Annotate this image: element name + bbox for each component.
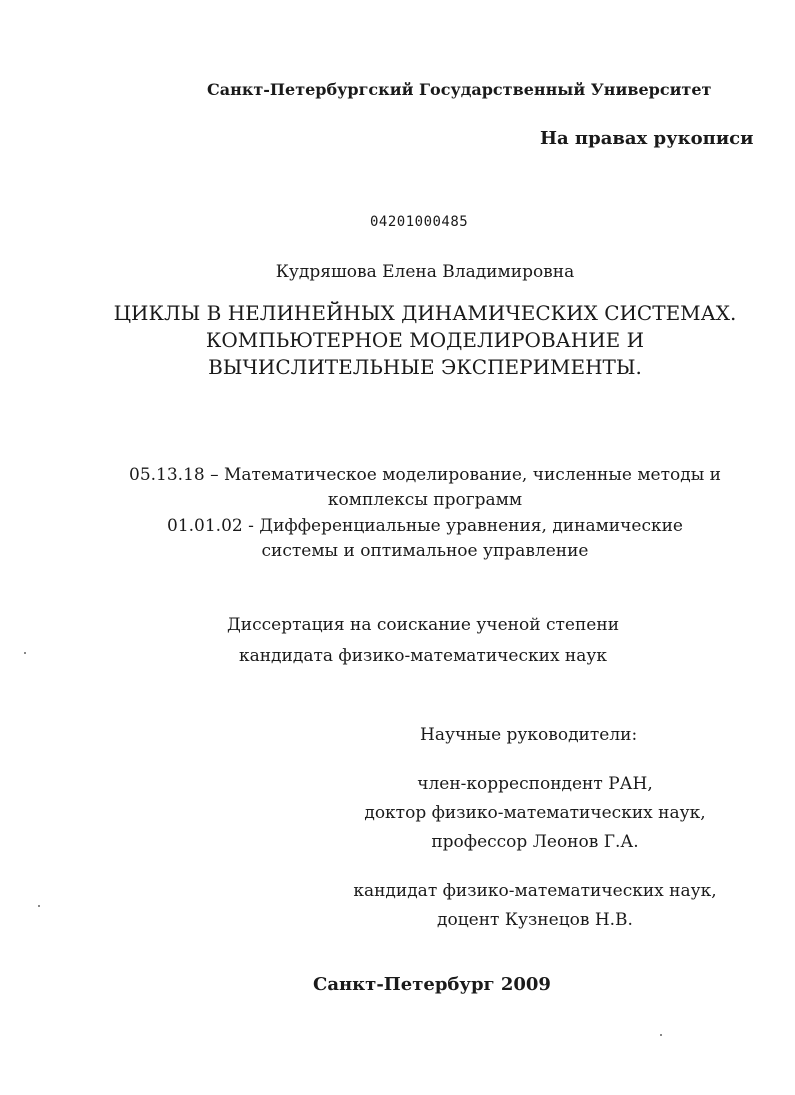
scan-speck [38, 905, 40, 907]
specialty-line: 01.01.02 - Дифференциальные уравнения, динамические [167, 516, 683, 536]
advisors-label: Научные руководители: [420, 725, 638, 745]
advisor-1 [0, 770, 795, 857]
manuscript-note: На правах рукописи [540, 128, 754, 149]
advisor-line: член-корреспондент РАН, [417, 774, 653, 794]
title-line: ЦИКЛЫ В НЕЛИНЕЙНЫХ ДИНАМИЧЕСКИХ СИСТЕМАХ. [113, 301, 737, 325]
title-line: ВЫЧИСЛИТЕЛЬНЫЕ ЭКСПЕРИМЕНТЫ. [208, 355, 642, 379]
scan-speck [24, 652, 26, 654]
advisor-line: доктор физико-математических наук, [364, 803, 706, 823]
specialty-2 [0, 514, 795, 564]
advisor-line: доцент Кузнецов Н.В. [437, 910, 633, 930]
specialty-line: системы и оптимальное управление [261, 541, 589, 561]
advisor-line: кандидат физико-математических наук, [353, 881, 717, 901]
degree-line-2: кандидата физико-математических наук [238, 646, 608, 666]
advisor-line: профессор Леонов Г.А. [431, 832, 639, 852]
title-line: КОМПЬЮТЕРНОЕ МОДЕЛИРОВАНИЕ И [205, 328, 645, 352]
specialty-line: 05.13.18 – Математическое моделирование, численные методы и [129, 465, 721, 485]
specialty-1 [0, 463, 795, 513]
degree-line-1: Диссертация на соискание ученой степени [226, 615, 620, 635]
advisor-2 [0, 877, 795, 935]
specialty-line: комплексы программ [327, 490, 523, 510]
author-name: Кудряшова Елена Владимировна [275, 262, 575, 282]
scan-speck [660, 1034, 662, 1036]
university-name: Санкт-Петербургский Государственный Университет [207, 80, 712, 99]
catalog-code: 04201000485 [370, 214, 469, 230]
city-year: Санкт-Петербург 2009 [313, 974, 551, 995]
dissertation-title [0, 300, 795, 381]
